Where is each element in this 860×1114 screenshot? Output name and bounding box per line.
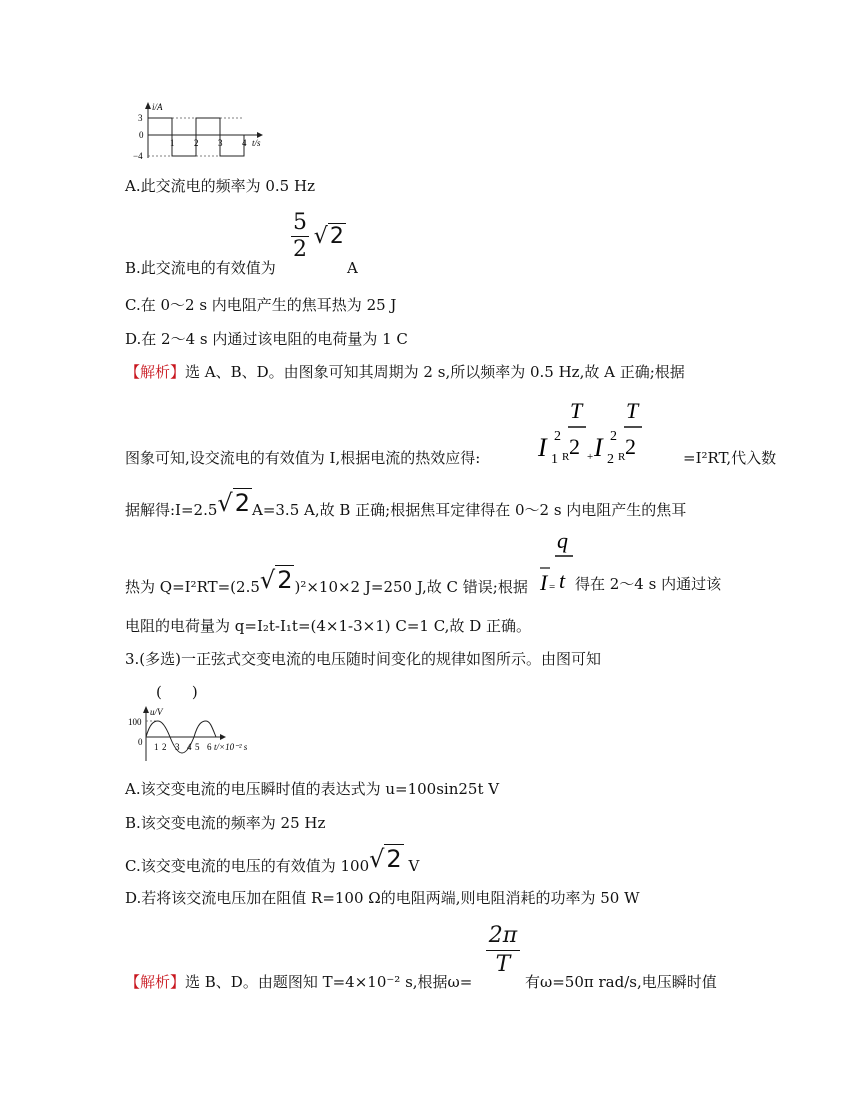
sol2-l4-b: )²×10×2 J=250 J,故 C 错误;根据 <box>294 578 528 596</box>
sol2-line-5: 电阻的电荷量为 q=I₂t-I₁t=(4×1-3×1) C=1 C,故 D 正确。 <box>125 617 531 635</box>
q3-option-d: D.若将该交流电压加在阻值 R=100 Ω的电阻两端,则电阻消耗的功率为 50 W <box>125 889 640 907</box>
q3-c-prefix: C.该交变电流的电压的有效值为 100 <box>125 857 370 875</box>
q2-b-num: 5 <box>293 210 307 235</box>
sol2-line-4-tail: 得在 2～4 s 内通过该 <box>575 575 722 593</box>
x-tick-3: 3 <box>218 138 223 148</box>
sol2-l4-sqrt: √2 <box>259 566 293 594</box>
x-tick-2: 2 <box>194 138 199 148</box>
svg-text:q: q <box>557 530 568 553</box>
svg-text:T: T <box>570 398 583 423</box>
svg-text:I: I <box>538 433 547 462</box>
g2-y-label: u/V <box>150 707 163 717</box>
current-avg-formula <box>537 530 577 596</box>
y-tick-0: 0 <box>139 130 144 140</box>
sol2-l3-b: A=3.5 A,故 B 正确;根据焦耳定律得在 0～2 s 内电阻产生的焦耳 <box>251 501 687 519</box>
q2-option-d: D.在 2～4 s 内通过该电阻的电荷量为 1 C <box>125 330 408 348</box>
omega-frac-num: 2π <box>486 922 520 951</box>
q2-b-fraction <box>291 210 309 263</box>
sol2-l3-a: 据解得:I=2.5 <box>125 501 218 519</box>
g2-y-tick: 100 <box>128 717 142 727</box>
sol2-l2: 图象可知,设交流电的有效值为 I,根据电流的热效应得: <box>125 449 481 467</box>
sol3-l1-a: 选 B、D。由题图知 T=4×10⁻² s,根据ω= <box>185 973 473 991</box>
x-tick-1: 1 <box>170 138 175 148</box>
svg-text:1: 1 <box>551 452 558 467</box>
q3-c-sqrt: √2 <box>369 845 402 873</box>
q2-b-sqrt: √2 <box>313 223 344 249</box>
sol2-line-1 <box>125 362 685 382</box>
sol2-line-4 <box>125 566 528 597</box>
y-tick-3: 3 <box>138 113 143 123</box>
q3-stem: 3.(多选)一正弦式交变电流的电压随时间变化的规律如图所示。由图可知 <box>125 650 602 668</box>
svg-text:=: = <box>549 581 556 593</box>
svg-text:R: R <box>562 451 570 463</box>
q2-option-b <box>125 210 358 277</box>
svg-text:I: I <box>594 433 603 462</box>
heat-equation <box>536 396 684 472</box>
g2-x-tick-5: 5 <box>195 742 200 752</box>
q3-bracket: ( ) <box>156 683 198 701</box>
sol2-l3-sqrt: √2 <box>217 489 250 517</box>
g2-x-tick-3: 3 <box>175 742 180 752</box>
y-tick-neg4: −4 <box>133 151 143 161</box>
svg-text:2: 2 <box>569 434 580 459</box>
g2-x-tick-1: 1 <box>154 742 159 752</box>
sol2-l4-a: 热为 Q=I²RT=(2.5 <box>125 578 260 596</box>
q2-option-a: A.此交流电的频率为 0.5 Hz <box>125 177 315 195</box>
q3-c-unit: V <box>408 857 420 875</box>
q2-b-den: 2 <box>293 237 307 262</box>
g2-x-tick-4: 4 <box>187 742 192 752</box>
q3-option-c <box>125 845 420 876</box>
sol3-line-1 <box>125 972 472 992</box>
x-axis-label: t/s <box>252 138 261 148</box>
g2-x-tick-2: 2 <box>162 742 167 752</box>
x-tick-4: 4 <box>242 138 247 148</box>
sol2-l1: 选 A、B、D。由图象可知其周期为 2 s,所以频率为 0.5 Hz,故 A 正确;根据 <box>185 363 685 381</box>
voltage-graph <box>124 705 274 763</box>
svg-text:+: + <box>587 451 594 463</box>
g2-x-label: t/×10⁻² s <box>214 742 248 752</box>
g2-x-tick-6: 6 <box>207 742 212 752</box>
svg-text:2: 2 <box>554 429 561 444</box>
svg-text:2: 2 <box>607 452 614 467</box>
q3-option-b: B.该交变电流的频率为 25 Hz <box>125 814 326 832</box>
sol2-line-2 <box>125 448 480 468</box>
svg-text:t: t <box>559 568 566 593</box>
q2-b-unit: A <box>347 259 358 277</box>
q3-option-a: A.该交变电流的电压瞬时值的表达式为 u=100sin25t V <box>125 780 500 798</box>
svg-text:2: 2 <box>610 429 617 444</box>
q3-c-rad: 2 <box>386 845 402 873</box>
current-graph <box>132 100 272 162</box>
svg-text:T: T <box>626 398 639 423</box>
sol2-line-3 <box>125 489 687 520</box>
q2-option-b-prefix: B.此交流电的有效值为 <box>125 259 276 277</box>
g2-origin: 0 <box>138 737 143 747</box>
omega-fraction <box>486 922 520 979</box>
sol3-line-1-tail: 有ω=50π rad/s,电压瞬时值 <box>525 973 717 991</box>
q2-option-c: C.在 0～2 s 内电阻产生的焦耳热为 25 J <box>125 296 397 314</box>
sol3-tag: 【解析】 <box>125 973 186 991</box>
svg-text:R: R <box>618 451 626 463</box>
svg-text:I: I <box>540 570 548 595</box>
svg-text:2: 2 <box>625 434 636 459</box>
y-axis-label: i/A <box>152 102 163 112</box>
q2-b-rad: 2 <box>329 223 344 249</box>
omega-frac-den: T <box>495 952 511 977</box>
sol2-tag: 【解析】 <box>125 363 186 381</box>
sol2-line-2-tail: =I²RT,代入数 <box>683 449 777 467</box>
